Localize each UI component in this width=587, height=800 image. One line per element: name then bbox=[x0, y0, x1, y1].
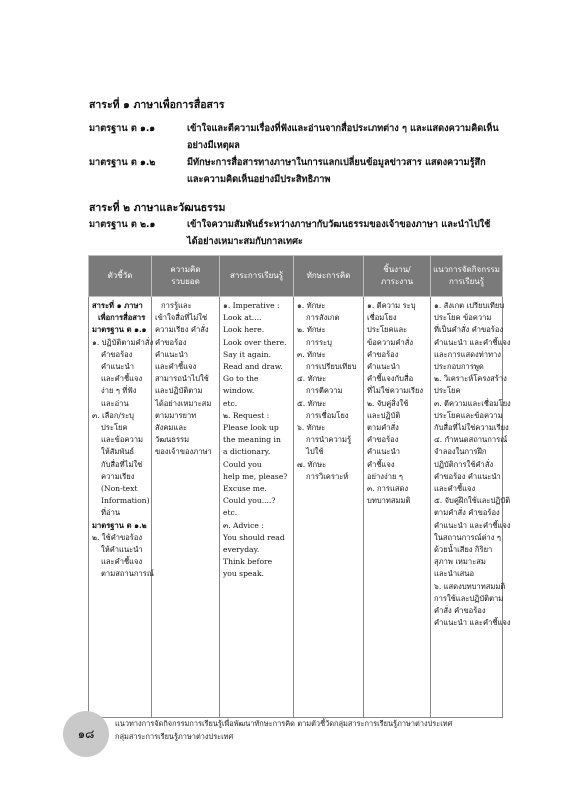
cell-tasks: ๑. ตีความ ระบุ เชื่อมโยง ประโยคและ ข้อความคำสั่ง คำขอร้อง คำแนะนำ คำชี้แจงกับสื่อ ที่ไม่ใช่ความเรียง ๒. จับคู่สิ่งใช้ และปฏิบัติ ตามคำสั่ง คำขอร้อง คำแนะนำ คำชี้แจง อย่างง่าย ๆ ๓. การแสดง บทบาทสมมติ bbox=[364, 297, 431, 718]
standard-code: มาตรฐาน ต ๑.๑ bbox=[89, 123, 156, 134]
header-concept: ความคิด รวบยอด bbox=[152, 256, 220, 297]
cell-indicators: สาระที่ ๑ ภาษา เพื่อการสื่อสาร มาตรฐาน ต ๑.๑ ๑. ปฏิบัติตามคำสั่ง คำขอร้อง คำแนะนำ และคำชี้แจง ง่าย ๆ ที่ฟัง และอ่าน ๓. เลือก/ระบุ ประโยค และข้อความ ให้สัมพันธ์ กับสื่อที่ไม่ใช่ ความเรียง (Non-text Information) ที่อ่าน มาตรฐาน ต ๑.๒ ๒. ใช้คำขอร้อง ให้คำแนะนำ และคำชี้แจง ตามสถานการณ์ bbox=[89, 297, 152, 718]
table-row bbox=[89, 297, 503, 718]
learning-plan-table bbox=[88, 255, 511, 718]
header-indicators: ตัวชี้วัด bbox=[89, 256, 152, 297]
cell-activities: ๑. สังเกต เปรียบเทียบ ประโยค ข้อความ ที่เป็นคำสั่ง คำขอร้อง คำแนะนำ และคำชี้แจง และการแสดงท่าทาง ประกอบการพูด ๒. วิเคราะห์โครงสร้าง ประโยค ๓. ตีความและเชื่อมโยง ประโยคและข้อความ กับสื่อที่ไม่ใช่ความเรียง ๔. กำหนดสถานการณ์ จำลองในการฝึก ปฏิบัติการใช้คำสั่ง คำขอร้อง คำแนะนำ และคำชี้แจง ๕. จับคู่ฝึกใช้และปฏิบัติ ตามคำสั่ง คำขอร้อง คำแนะนำ และคำชี้แจง ในสถานการณ์ต่าง ๆ ด้วยน้ำเสียง กิริยา สุภาพ เหมาะสม และนำเสนอ ๖. แสดงบทบาทสมมติ การใช้และปฏิบัติตาม คำสั่ง คำขอร้อง คำแนะนำ และคำชี้แจง bbox=[431, 297, 503, 718]
cell-thinking-skills: ๑. ทักษะ การสังเกต ๒. ทักษะ การระบุ ๓. ทักษะ การเปรียบเทียบ ๔. ทักษะ การตีความ ๕. ทักษะ การเชื่อมโยง ๖. ทักษะ การนำความรู้ ไปใช้ ๗. ทักษะ การวิเคราะห์ bbox=[294, 297, 364, 718]
footer-line-2: กลุ่มสาระการเรียนรู้ภาษาต่างประเทศ bbox=[115, 732, 234, 741]
table-header-row bbox=[89, 256, 503, 297]
standard-text: มีทักษะการสื่อสารทางภาษาในการแลกเปลี่ยนข้อมูลข่าวสาร แสดงความรู้สึก และความคิดเห็นอย่างมีประสิทธิภาพ bbox=[187, 157, 486, 185]
cell-concept: การรู้และ เข้าใจสื่อที่ไม่ใช่ ความเรียง คำสั่ง คำขอร้อง คำแนะนำ และคำชี้แจง สามารถนำไปใช้ และปฏิบัติตาม ได้อย่างเหมาะสม ตามมารยาท สังคมและ วัฒนธรรม ของเจ้าของภาษา bbox=[152, 297, 220, 718]
cell-content: ๑. Imperative : Look at.... Look here. Look over there. Say it again. Read and draw. Go to the window. etc. ๒. Request : Please look up the meaning in a dictionary. Could you help me, please? Excuse me. Could you....? etc. ๓. Advice : You should read everyday. Think before you speak. bbox=[220, 297, 294, 718]
header-activities: แนวการจัดกิจกรรม การเรียนรู้ bbox=[431, 256, 503, 297]
header-content: สาระการเรียนรู้ bbox=[220, 256, 294, 297]
standard-text: เข้าใจความสัมพันธ์ระหว่างภาษากับวัฒนธรรมของเจ้าของภาษา และนำไปใช้ ได้อย่างเหมาะสมกับกาลเทศะ bbox=[187, 219, 491, 247]
standard-1-1 bbox=[89, 120, 501, 154]
header-tasks: ชิ้นงาน/ ภาระงาน bbox=[364, 256, 431, 297]
page-number: ๑๘ bbox=[63, 711, 109, 757]
standard-2-1 bbox=[89, 216, 501, 250]
standard-1-2 bbox=[89, 154, 501, 188]
standard-text: เข้าใจและตีความเรื่องที่ฟังและอ่านจากสื่อประเภทต่าง ๆ และแสดงความคิดเห็น อย่างมีเหตุผล bbox=[187, 123, 499, 151]
standard-code: มาตรฐาน ต ๑.๒ bbox=[89, 157, 156, 168]
footer-line-1: แนวทางการจัดกิจกรรมการเรียนรู้เพื่อพัฒนาทักษะการคิด ตามตัวชี้วัดกลุ่มสาระการเรียนรู้ภาษาต่างประเทศ bbox=[115, 719, 453, 728]
standard-code: มาตรฐาน ต ๒.๑ bbox=[89, 219, 156, 230]
strand-1-heading: สาระที่ ๑ ภาษาเพื่อการสื่อสาร bbox=[89, 99, 225, 111]
strand-2-heading: สาระที่ ๒ ภาษาและวัฒนธรรม bbox=[89, 202, 226, 214]
header-thinking-skills: ทักษะการคิด bbox=[294, 256, 364, 297]
